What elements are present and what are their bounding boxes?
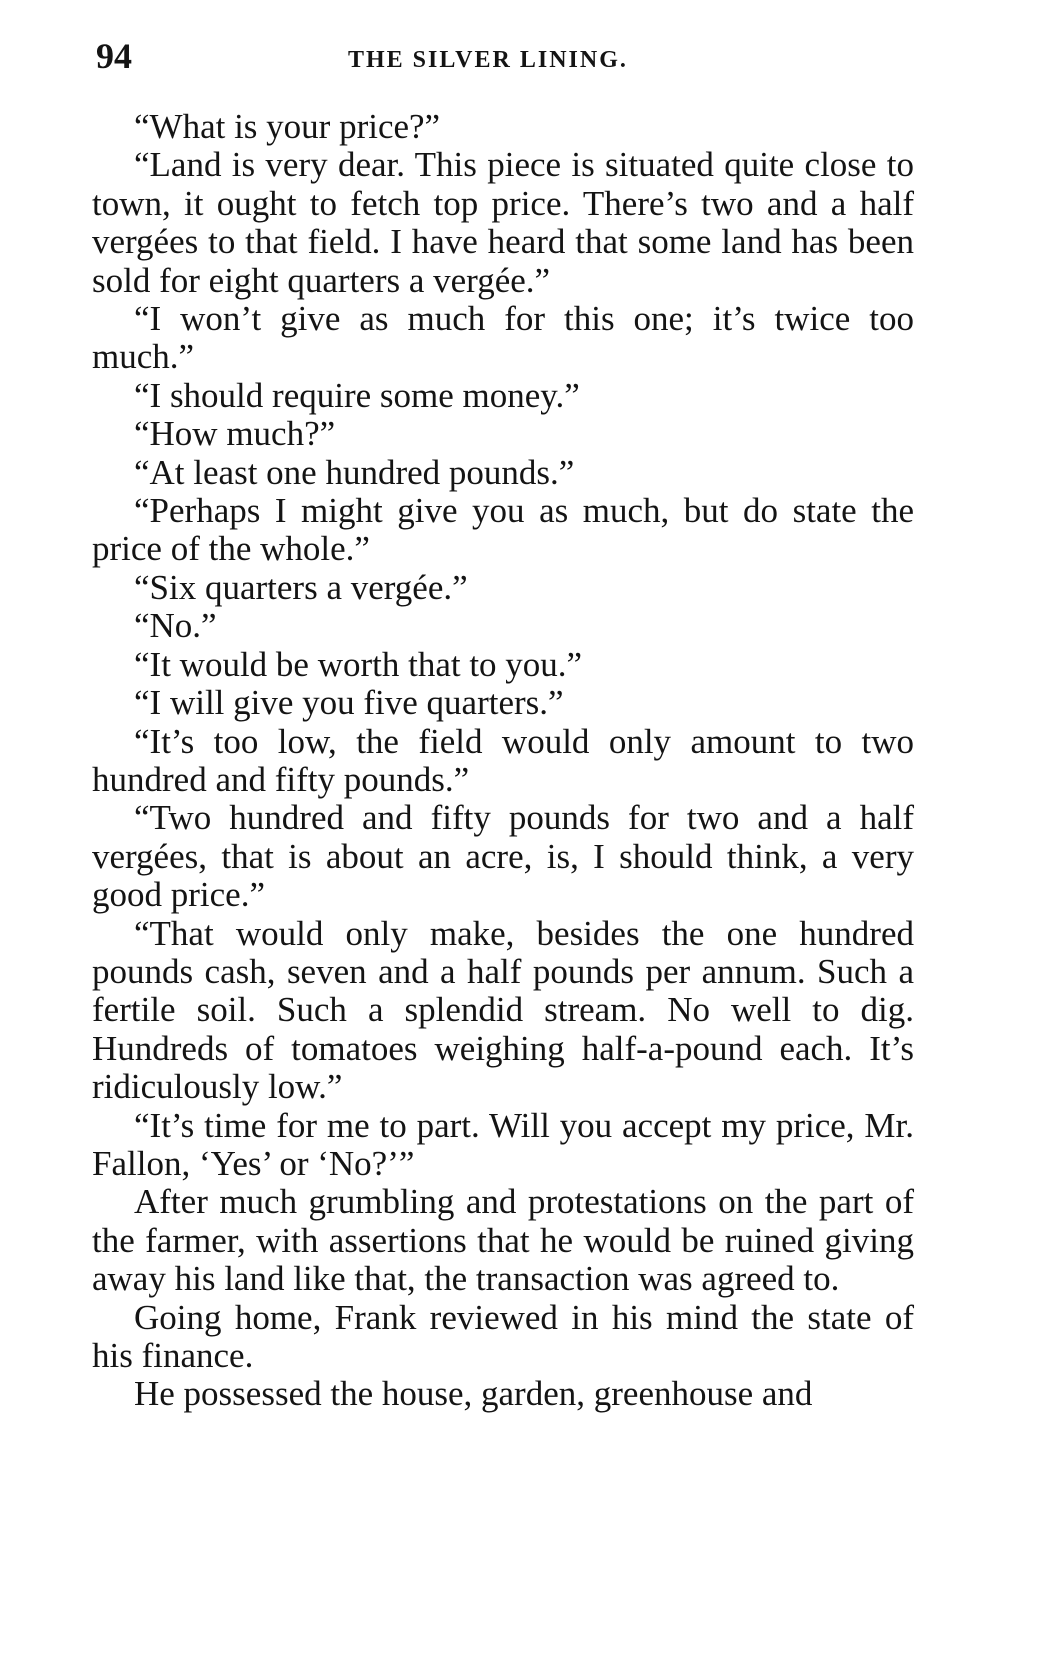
paragraph: “Two hundred and fifty pounds for two and a half vergées, that is about an acre, is, I should think, a very good price.” — [92, 798, 914, 915]
paragraph: After much grumbling and protestations on the part of the farmer, with assertions that he would be ruined giving away his land like that, the transaction was agreed to. — [92, 1182, 914, 1299]
paragraph: “Perhaps I might give you as much, but do state the price of the whole.” — [92, 491, 914, 569]
paragraph: “It’s time for me to part. Will you accept my price, Mr. Fallon, ‘Yes’ or ‘No?’” — [92, 1105, 914, 1183]
paragraph: He possessed the house, garden, greenhouse and — [134, 1374, 813, 1414]
body-text — [92, 108, 914, 1414]
paragraph: “No.” — [134, 606, 217, 646]
paragraph: “It’s too low, the field would only amount to two hundred and fifty pounds.” — [92, 721, 914, 799]
paragraph: “Six quarters a vergée.” — [134, 567, 468, 607]
paragraph: “At least one hundred pounds.” — [134, 452, 575, 492]
page-header — [96, 36, 976, 84]
paragraph: “I won’t give as much for this one; it’s twice too much.” — [92, 299, 914, 377]
paragraph: “That would only make, besides the one hundred pounds cash, seven and a half pounds per annum. Such a fertile soil. Such a splendid stream. No well to dig. Hundreds of tomatoes weighing half-a-pound each. It’s ridiculously low.” — [92, 913, 914, 1107]
paragraph: “What is your price?” — [134, 107, 441, 146]
running-title: THE SILVER LINING. — [348, 47, 628, 73]
paragraph: “How much?” — [134, 414, 336, 454]
paragraph: “I will give you five quarters.” — [134, 683, 564, 723]
paragraph: Going home, Frank reviewed in his mind the state of his finance. — [92, 1297, 914, 1375]
paragraph: “It would be worth that to you.” — [134, 644, 583, 684]
paragraph: “I should require some money.” — [134, 375, 580, 415]
paragraph: “Land is very dear. This piece is situated quite close to town, it ought to fetch top price. There’s two and a half vergées to that field. I have heard that some land has been sold for eight quarters a vergée.” — [92, 145, 914, 300]
page-number: 94 — [96, 36, 132, 76]
